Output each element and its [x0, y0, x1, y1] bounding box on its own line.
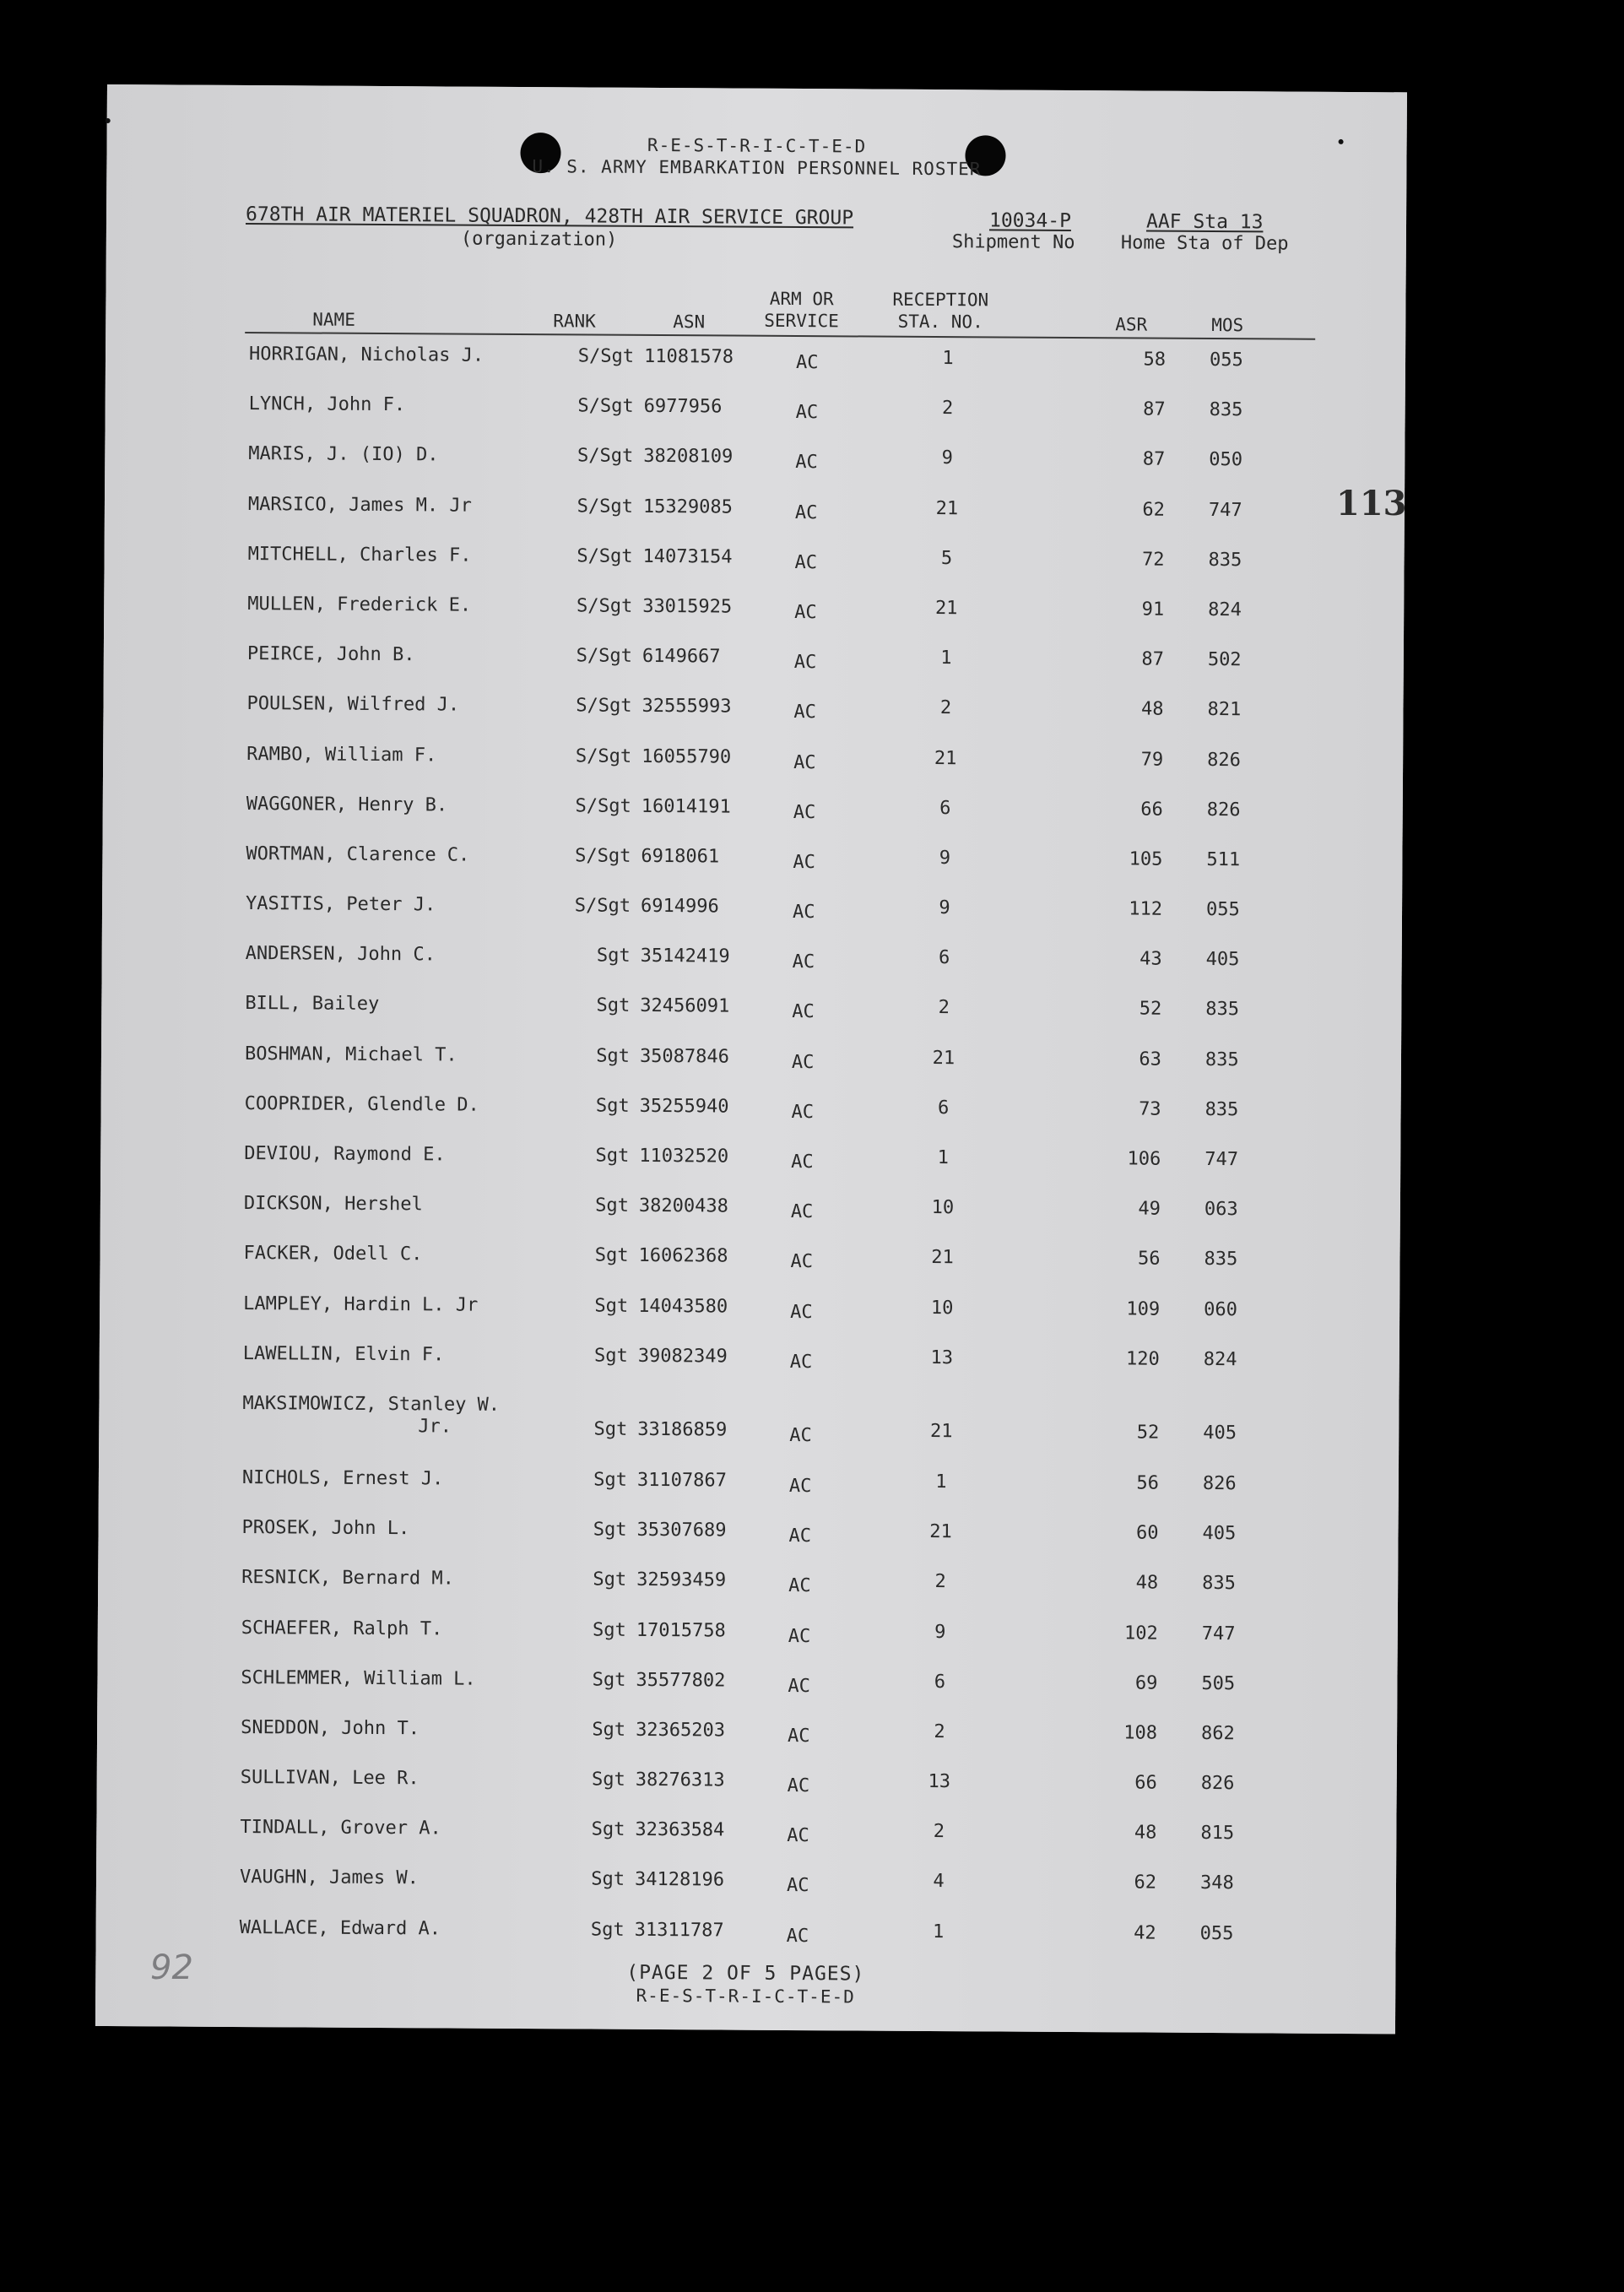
cell-reception-sta: 21: [929, 1521, 952, 1543]
cell-asn: 31107867: [636, 1469, 727, 1492]
cell-asr: 105: [1129, 848, 1163, 870]
cell-reception-sta: 2: [934, 1571, 946, 1593]
cell-asr: 48: [1135, 1572, 1159, 1594]
table-row: [97, 1710, 1397, 1768]
cell-mos: 821: [1207, 699, 1242, 721]
cell-name: MULLEN, Frederick E.: [247, 593, 472, 616]
cell-rank: Sgt: [593, 1519, 627, 1541]
cell-rank: Sgt: [594, 1244, 629, 1267]
table-row: [98, 1509, 1398, 1568]
cell-reception-sta: 9: [934, 1621, 946, 1643]
cell-asr: 48: [1134, 1822, 1157, 1844]
cell-rank: Sgt: [593, 1619, 626, 1641]
col-reception-line1: RECEPTION: [892, 289, 989, 311]
cell-asn: 35255940: [639, 1095, 729, 1118]
cell-arm-or-service: AC: [791, 1101, 815, 1123]
table-row: [103, 735, 1403, 794]
cell-asr: 102: [1123, 1622, 1158, 1644]
cell-rank: S/Sgt: [576, 645, 632, 667]
cell-mos: 824: [1203, 1348, 1237, 1370]
cell-mos: 060: [1204, 1298, 1237, 1320]
cell-asr: 48: [1140, 698, 1164, 720]
cell-mos: 826: [1206, 799, 1241, 821]
cell-rank: S/Sgt: [576, 595, 633, 617]
cell-reception-sta: 2: [938, 997, 950, 1019]
cell-name: YASITIS, Peter J.: [245, 893, 436, 916]
cell-rank: Sgt: [592, 1719, 626, 1741]
cell-rank: Sgt: [596, 945, 631, 967]
cell-rank: Sgt: [591, 1868, 625, 1891]
col-arm-line2: SERVICE: [764, 310, 839, 332]
col-reception-sta: [892, 289, 988, 333]
cell-mos: 835: [1204, 1048, 1239, 1070]
table-row: [98, 1609, 1398, 1667]
cell-mos: 824: [1208, 599, 1242, 621]
cell-asr: 72: [1142, 549, 1165, 571]
cell-mos: 405: [1205, 949, 1240, 971]
cell-name: MARSICO, James M. Jr: [247, 493, 472, 517]
cell-mos: 862: [1201, 1722, 1235, 1745]
cell-reception-sta: 9: [939, 897, 950, 919]
table-row: [104, 586, 1404, 644]
cell-arm-or-service: AC: [793, 652, 817, 674]
cell-asr: 56: [1136, 1472, 1159, 1494]
cell-mos: 348: [1199, 1872, 1234, 1894]
cell-mos: 826: [1202, 1472, 1237, 1495]
cell-reception-sta: 21: [931, 1247, 954, 1269]
table-row: [100, 1185, 1400, 1244]
cell-reception-sta: 5: [940, 547, 953, 569]
roster-title: U. S. ARMY EMBARKATION PERSONNEL ROSTER: [532, 156, 982, 180]
table-row: [100, 1336, 1399, 1394]
cell-mos: 835: [1204, 1249, 1238, 1271]
cell-mos: 405: [1203, 1422, 1237, 1444]
cell-mos: 826: [1207, 749, 1241, 771]
cell-asn: 35307689: [636, 1519, 727, 1542]
cell-asr: 62: [1134, 1872, 1157, 1894]
organization-line: [246, 203, 853, 229]
cell-asr: 87: [1142, 448, 1166, 471]
cell-asr: 62: [1142, 499, 1166, 521]
cell-name: HORRIGAN, Nicholas J.: [248, 344, 484, 366]
cell-asr: 42: [1134, 1922, 1156, 1944]
cell-asr: 106: [1127, 1148, 1161, 1170]
cell-asn: 33015925: [642, 595, 733, 618]
cell-name: PEIRCE, John B.: [246, 643, 415, 666]
cell-rank: Sgt: [595, 1095, 630, 1117]
cell-asn: 16062368: [638, 1245, 728, 1267]
home-station-label: Home Sta of Dep: [1120, 232, 1289, 255]
cell-name: BOSHMAN, Michael T.: [244, 1043, 457, 1066]
cell-arm-or-service: AC: [787, 1775, 810, 1797]
cell-asn: 33186859: [637, 1418, 728, 1441]
cell-name-continued: Jr.: [418, 1416, 452, 1438]
cell-reception-sta: 21: [929, 1420, 953, 1443]
table-row: [102, 886, 1402, 944]
cell-reception-sta: 6: [939, 797, 951, 819]
cell-reception-sta: 1: [940, 648, 952, 669]
table-row: [99, 1460, 1399, 1518]
cell-rank: S/Sgt: [577, 395, 634, 418]
cell-asn: 32593459: [636, 1569, 727, 1591]
table-row: [103, 685, 1403, 744]
cell-reception-sta: 2: [939, 697, 952, 719]
cell-arm-or-service: AC: [787, 1725, 810, 1747]
cell-asn: 32363584: [635, 1819, 725, 1841]
cell-name: SULLIVAN, Lee R.: [240, 1767, 420, 1790]
cell-name: POULSEN, Wilfred J.: [246, 693, 460, 716]
cell-arm-or-service: AC: [795, 351, 819, 374]
table-row: [102, 836, 1402, 894]
cell-arm-or-service: AC: [789, 1424, 812, 1447]
cell-reception-sta: 9: [941, 447, 954, 469]
cell-mos: 063: [1204, 1199, 1238, 1221]
cell-rank: S/Sgt: [577, 445, 634, 468]
cell-asr: 108: [1123, 1722, 1158, 1744]
table-row: [101, 985, 1401, 1043]
cell-reception-sta: 2: [934, 1720, 945, 1742]
cell-arm-or-service: AC: [794, 501, 818, 523]
cell-mos: 502: [1207, 649, 1242, 671]
cell-reception-sta: 21: [932, 1047, 955, 1069]
cell-reception-sta: 1: [932, 1921, 945, 1943]
cell-name: LAMPLEY, Hardin L. Jr: [243, 1292, 479, 1316]
cell-asn: 35577802: [636, 1669, 726, 1692]
table-row: [99, 1385, 1399, 1467]
cell-reception-sta: 10: [931, 1197, 955, 1219]
cell-asn: 17015758: [636, 1619, 726, 1642]
cell-rank: Sgt: [593, 1418, 628, 1440]
table-row: [100, 1135, 1400, 1194]
cell-reception-sta: 1: [935, 1471, 947, 1493]
roster-table: [95, 336, 1405, 1967]
cell-arm-or-service: AC: [795, 402, 819, 424]
cell-arm-or-service: AC: [788, 1525, 812, 1547]
cell-name: DICKSON, Hershel: [243, 1193, 423, 1216]
cell-mos: 747: [1204, 1148, 1239, 1171]
cell-arm-or-service: AC: [790, 1251, 814, 1273]
cell-rank: S/Sgt: [575, 745, 632, 767]
cell-asn: 6918061: [641, 845, 720, 868]
cell-name: ANDERSEN, John C.: [245, 943, 436, 966]
cell-reception-sta: 2: [933, 1821, 945, 1843]
cell-arm-or-service: AC: [795, 452, 818, 474]
cell-name: SNEDDON, John T.: [241, 1716, 420, 1740]
cell-rank: Sgt: [590, 1919, 625, 1941]
cell-asn: 6149667: [641, 646, 721, 668]
table-row: [100, 1235, 1399, 1293]
cell-name: FACKER, Odell C.: [243, 1243, 423, 1265]
pencil-annotation: 92: [150, 1948, 193, 1987]
classification-top: R-E-S-T-R-I-C-T-E-D: [647, 134, 867, 157]
table-row: [97, 1660, 1397, 1718]
cell-arm-or-service: AC: [786, 1925, 809, 1947]
cell-reception-sta: 2: [941, 398, 954, 420]
col-asn: ASN: [673, 312, 706, 333]
cell-reception-sta: 13: [930, 1346, 954, 1368]
cell-asr: 66: [1140, 799, 1163, 821]
cell-mos: 835: [1208, 549, 1242, 571]
cell-rank: Sgt: [591, 1818, 625, 1841]
cell-asr: 52: [1136, 1422, 1160, 1444]
cell-asr: 73: [1139, 1098, 1161, 1120]
table-row: [100, 1086, 1400, 1144]
col-reception-line2: STA. NO.: [897, 311, 983, 333]
cell-arm-or-service: AC: [788, 1475, 812, 1498]
cell-reception-sta: 4: [933, 1871, 945, 1893]
table-row: [105, 386, 1405, 444]
cell-asn: 16055790: [641, 745, 732, 768]
cell-arm-or-service: AC: [790, 1201, 814, 1223]
cell-name: MITCHELL, Charles F.: [247, 543, 472, 566]
cell-name: VAUGHN, James W.: [239, 1867, 420, 1889]
cell-mos: 835: [1205, 999, 1240, 1021]
cell-asn: 35142419: [640, 946, 730, 967]
cell-name: MAKSIMOWICZ, Stanley W.: [242, 1392, 501, 1416]
cell-mos: 815: [1200, 1823, 1235, 1845]
page-indicator: (PAGE 2 OF 5 PAGES): [626, 1961, 865, 1986]
cell-asn: 14073154: [642, 545, 733, 568]
cell-mos: 511: [1206, 848, 1241, 871]
cell-mos: 747: [1201, 1623, 1236, 1644]
cell-asr: 112: [1129, 898, 1163, 920]
cell-arm-or-service: AC: [794, 601, 817, 624]
cell-reception-sta: 21: [935, 497, 959, 519]
table-row: [96, 1859, 1396, 1917]
cell-asn: 11081578: [643, 345, 734, 368]
cell-mos: 505: [1201, 1672, 1236, 1694]
cell-asn: 11032520: [639, 1145, 729, 1168]
cell-rank: Sgt: [593, 1345, 628, 1367]
table-row: [106, 336, 1405, 394]
cell-mos: 835: [1209, 399, 1243, 421]
cell-name: WALLACE, Edward A.: [239, 1916, 441, 1940]
cell-arm-or-service: AC: [793, 851, 815, 874]
cell-mos: 055: [1205, 899, 1240, 921]
cell-mos: 826: [1200, 1773, 1235, 1795]
cell-asn: 32365203: [636, 1719, 726, 1742]
cell-mos: 050: [1209, 449, 1243, 471]
cell-name: SCHAEFER, Ralph T.: [241, 1617, 443, 1639]
cell-arm-or-service: AC: [787, 1825, 809, 1847]
home-station: AAF Sta 13: [1145, 210, 1264, 234]
cell-asr: 69: [1134, 1672, 1158, 1694]
cell-mos: 055: [1199, 1922, 1234, 1944]
cell-reception-sta: 6: [934, 1671, 946, 1693]
cell-rank: S/Sgt: [575, 795, 631, 817]
cell-arm-or-service: AC: [792, 902, 815, 924]
cell-asr: 49: [1138, 1198, 1161, 1220]
cell-asn: 34128196: [634, 1869, 725, 1891]
cell-reception-sta: 13: [928, 1771, 951, 1793]
cell-name: BILL, Bailey: [245, 993, 380, 1016]
organization-label: (organization): [460, 228, 618, 251]
cell-name: PROSEK, John L.: [241, 1517, 410, 1540]
cell-mos: 405: [1202, 1523, 1237, 1545]
table-row: [101, 1036, 1401, 1094]
cell-rank: Sgt: [594, 1295, 629, 1317]
cell-asr: 43: [1140, 948, 1162, 970]
cell-rank: Sgt: [593, 1469, 627, 1491]
cell-rank: Sgt: [595, 1145, 630, 1167]
table-row: [101, 935, 1401, 994]
cell-asr: 120: [1125, 1348, 1160, 1370]
cell-asn: 35087846: [639, 1045, 730, 1068]
classification-bottom: R-E-S-T-R-I-C-T-E-D: [636, 1985, 855, 2008]
cell-name: LYNCH, John F.: [248, 393, 406, 416]
cell-rank: S/Sgt: [575, 845, 631, 867]
cell-name: WAGGONER, Henry B.: [246, 793, 448, 816]
cell-rank: Sgt: [592, 1669, 626, 1691]
col-mos: MOS: [1211, 314, 1244, 336]
table-row: [96, 1809, 1396, 1867]
table-row: [104, 536, 1404, 594]
cell-asr: 52: [1139, 998, 1162, 1021]
shipment-number: 10034-P: [988, 209, 1072, 232]
cell-arm-or-service: AC: [793, 751, 816, 773]
cell-asn: 6914996: [640, 895, 719, 918]
cell-rank: S/Sgt: [577, 345, 635, 367]
cell-arm-or-service: AC: [791, 1151, 814, 1173]
col-arm-line1: ARM OR: [769, 288, 834, 310]
col-name: NAME: [312, 309, 355, 330]
cell-asr: 66: [1134, 1772, 1157, 1794]
shipment-label: Shipment No: [951, 231, 1075, 254]
ink-speck: [106, 118, 111, 123]
cell-asr: 79: [1140, 748, 1164, 771]
cell-arm-or-service: AC: [792, 1001, 815, 1023]
cell-reception-sta: 10: [930, 1297, 954, 1319]
col-asr: ASR: [1115, 314, 1148, 335]
cell-name: RESNICK, Bernard M.: [241, 1567, 454, 1590]
cell-asr: 91: [1141, 599, 1165, 620]
cell-rank: S/Sgt: [576, 695, 632, 718]
cell-rank: Sgt: [595, 1195, 629, 1216]
cell-arm-or-service: AC: [790, 1301, 813, 1323]
organization-name: 678TH AIR MATERIEL SQUADRON, 428TH AIR SERVICE GROUP: [245, 203, 854, 230]
cell-asn: 6977956: [643, 396, 723, 418]
table-row: [103, 786, 1403, 844]
cell-reception-sta: 1: [937, 1147, 949, 1169]
table-row: [98, 1559, 1398, 1617]
cell-arm-or-service: AC: [788, 1575, 811, 1597]
cell-asn: 32456091: [640, 995, 730, 1017]
cell-asr: 87: [1143, 398, 1166, 420]
cell-mos: 747: [1208, 499, 1242, 521]
table-row: [100, 1286, 1399, 1344]
cell-arm-or-service: AC: [793, 801, 816, 823]
cell-reception-sta: 6: [938, 947, 950, 969]
cell-asn: 38200438: [638, 1195, 728, 1217]
cell-reception-sta: 21: [934, 747, 957, 769]
cell-asr: 56: [1137, 1248, 1161, 1271]
cell-mos: 835: [1202, 1573, 1237, 1595]
cell-arm-or-service: AC: [788, 1625, 811, 1647]
cell-asr: 60: [1135, 1522, 1159, 1544]
cell-arm-or-service: AC: [793, 702, 817, 723]
cell-name: LAWELLIN, Elvin F.: [242, 1342, 445, 1366]
cell-arm-or-service: AC: [786, 1875, 809, 1897]
cell-rank: Sgt: [596, 1045, 631, 1067]
cell-mos: 835: [1204, 1098, 1239, 1121]
cell-name: COOPRIDER, Glendle D.: [244, 1092, 479, 1116]
cell-reception-sta: 9: [939, 847, 951, 869]
cell-asn: 15329085: [642, 496, 734, 518]
cell-arm-or-service: AC: [792, 951, 815, 973]
margin-stamp-number: 113: [1336, 484, 1407, 523]
table-row: [105, 486, 1405, 545]
cell-asn: 31311787: [634, 1919, 724, 1942]
cell-reception-sta: 6: [937, 1097, 950, 1119]
roster-page: [95, 84, 1407, 2034]
cell-rank: S/Sgt: [577, 545, 633, 567]
cell-rank: S/Sgt: [577, 495, 634, 517]
cell-arm-or-service: AC: [794, 551, 818, 573]
table-row: [97, 1759, 1397, 1818]
cell-asn: 16014191: [641, 795, 731, 818]
cell-name: DEVIOU, Raymond E.: [244, 1143, 446, 1166]
cell-asn: 39082349: [637, 1345, 728, 1368]
cell-asn: 14043580: [638, 1295, 728, 1318]
cell-name: NICHOLS, Ernest J.: [241, 1466, 444, 1490]
cell-name: WORTMAN, Clarence C.: [246, 843, 470, 866]
cell-reception-sta: 21: [934, 597, 958, 620]
col-arm-or-service: [764, 288, 839, 333]
cell-asr: 87: [1141, 648, 1164, 670]
table-row: [104, 636, 1404, 694]
cell-asr: 109: [1126, 1298, 1161, 1320]
table-row: [105, 436, 1405, 494]
cell-arm-or-service: AC: [791, 1051, 815, 1073]
cell-rank: Sgt: [596, 994, 631, 1017]
cell-asr: 58: [1143, 349, 1167, 371]
cell-asr: 63: [1139, 1048, 1162, 1070]
cell-arm-or-service: AC: [789, 1351, 813, 1373]
cell-rank: Sgt: [593, 1569, 627, 1591]
cell-asn: 38276313: [635, 1769, 725, 1791]
cell-name: SCHLEMMER, William L.: [241, 1666, 476, 1690]
cell-asn: 32555993: [641, 696, 732, 718]
cell-name: MARIS, J. (IO) D.: [248, 443, 439, 466]
cell-name: TINDALL, Grover A.: [240, 1817, 441, 1840]
cell-rank: S/Sgt: [574, 895, 631, 917]
cell-reception-sta: 1: [942, 348, 954, 370]
cell-asn: 38208109: [643, 446, 734, 468]
table-row: [95, 1910, 1395, 1968]
cell-arm-or-service: AC: [788, 1675, 811, 1697]
col-rank: RANK: [553, 311, 596, 332]
cell-name: RAMBO, William F.: [246, 743, 437, 766]
cell-mos: 055: [1209, 349, 1243, 371]
cell-rank: Sgt: [591, 1769, 625, 1791]
